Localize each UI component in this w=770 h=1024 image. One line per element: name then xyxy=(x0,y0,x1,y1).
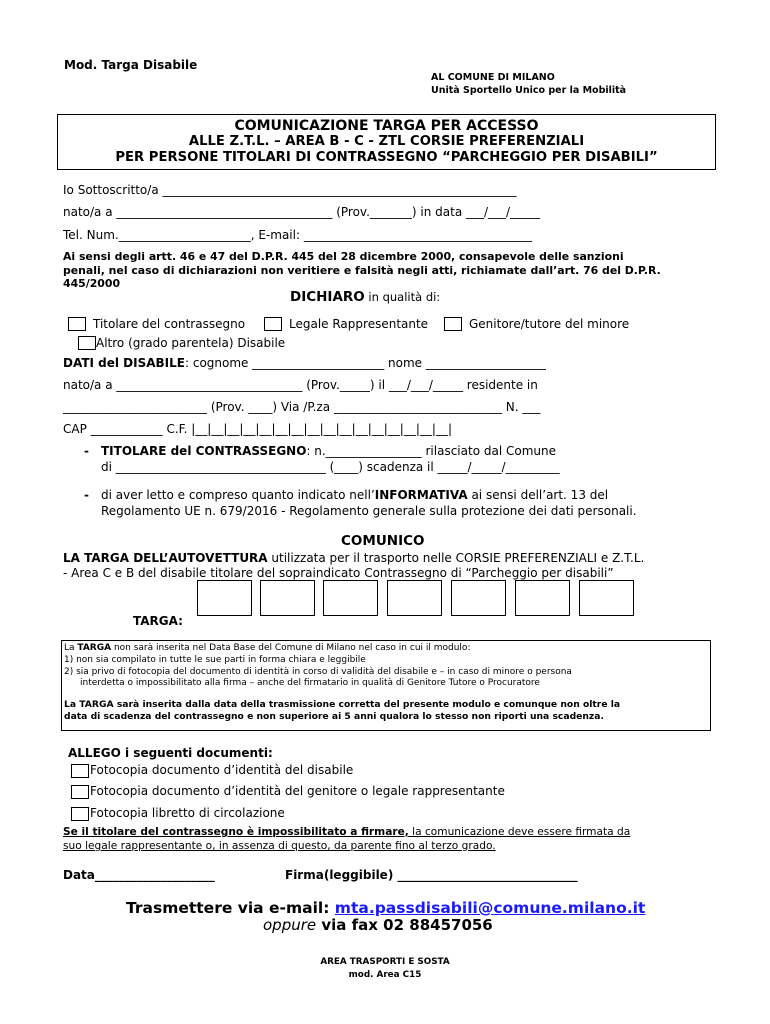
allego-heading: ALLEGO i seguenti documenti: xyxy=(68,746,273,760)
comunico-heading: COMUNICO xyxy=(341,533,425,549)
bullet-dash: - xyxy=(84,444,89,458)
legal-notice-line2: penali, nel caso di dichiarazioni non veritiere e falsità negli atti, richiamate dall’art. 76 del D.P.R. xyxy=(63,263,661,277)
dichiaro-bold: DICHIARO xyxy=(290,289,365,305)
notice-line3: 2) sia privo di fotocopia del documento di identità in corso di validità del disabile e – in caso di minore o persona xyxy=(64,666,572,677)
plate-char-box[interactable] xyxy=(260,580,315,616)
option-altro-label: Altro (grado parentela) Disabile xyxy=(96,336,286,350)
title-line1: COMUNICAZIONE TARGA PER ACCESSO xyxy=(234,118,539,134)
titolare-line2[interactable]: di ___________________________________ (____) scadenza il _____/_____/_________ xyxy=(101,460,560,474)
transmit-label: Trasmettere via e-mail: xyxy=(126,899,335,917)
notice-line2: 1) non sia compilato in tutte le sue parti in forma chiara e leggibile xyxy=(64,654,366,665)
signature-label: Firma(leggibile) xyxy=(285,868,394,882)
notice-post: non sarà inserita nel Data Base del Comune di Milano nel caso in cui il modulo: xyxy=(111,643,471,653)
signature-note-line1 xyxy=(63,826,630,838)
targa-label: TARGA: xyxy=(133,614,183,628)
informativa-line xyxy=(101,488,608,502)
informativa-pre: di aver letto e compreso quanto indicato nell’ xyxy=(101,488,375,502)
email-link[interactable]: mta.passdisabili@comune.milano.it xyxy=(334,899,646,917)
oppure-text: oppure xyxy=(263,916,317,934)
option-genitore-label: Genitore/tutore del minore xyxy=(469,317,630,331)
comunico-bold: LA TARGA DELL’AUTOVETTURA xyxy=(63,551,268,565)
attach-id-disabile-label: Fotocopia documento d’identità del disabile xyxy=(90,763,354,777)
option-titolare-checkbox[interactable] xyxy=(68,317,86,331)
dichiaro-rest: in qualità di: xyxy=(364,290,441,304)
bullet-dash: - xyxy=(84,488,89,502)
plate-char-box[interactable] xyxy=(451,580,506,616)
applicant-name-line[interactable]: Io Sottoscritto/a ___________________________________________________________ xyxy=(63,183,517,197)
disabled-data-label: DATI del DISABILE xyxy=(63,356,185,370)
date-label: Data xyxy=(63,868,95,882)
signature-line: ______________________________ xyxy=(393,868,578,882)
notice-line6: data di scadenza del contrassegno e non superiore ai 5 anni qualora lo stesso non riporti una scadenza. xyxy=(64,710,604,722)
notice-line5: La TARGA sarà inserita dalla data della trasmissione corretta del presente modulo e comunque non oltre la xyxy=(64,699,621,711)
title-line3: PER PERSONE TITOLARI DI CONTRASSEGNO “PARCHEGGIO PER DISABILI” xyxy=(115,150,658,165)
footer-mod: mod. Area C15 xyxy=(348,970,422,980)
notice-line1 xyxy=(64,643,710,655)
comunico-line2: - Area C e B del disabile titolare del sopraindicato Contrassegno di “Parcheggio per disabili” xyxy=(63,566,614,580)
signature-field[interactable] xyxy=(285,868,578,882)
legal-notice-line1: Ai sensi degli artt. 46 e 47 del D.P.R. 445 del 28 dicembre 2000, consapevole delle sanzioni xyxy=(63,250,624,263)
footer-area: AREA TRASPORTI E SOSTA xyxy=(320,957,450,967)
option-titolare-label: Titolare del contrassegno xyxy=(93,317,246,331)
date-field[interactable] xyxy=(63,868,215,882)
recipient-line1: AL COMUNE DI MILANO xyxy=(431,72,555,83)
disabled-name-rest: : cognome ______________________ nome ____________________ xyxy=(184,356,546,370)
title-line2: ALLE Z.T.L. – AREA B - C - ZTL CORSIE PREFERENZIALI xyxy=(188,134,585,149)
title-box xyxy=(57,114,716,170)
plate-char-box[interactable] xyxy=(515,580,570,616)
option-legale-checkbox[interactable] xyxy=(264,317,282,331)
legal-notice xyxy=(63,250,661,291)
disabled-birth-line[interactable]: nato/a a _______________________________ (Prov._____) il ___/___/_____ residente in xyxy=(63,378,538,392)
notice-line4: interdetta o impossibilitato alla firma – anche del firmatario in qualità di Genitore Tutore o Procuratore xyxy=(80,678,540,689)
transmit-fax-line xyxy=(263,916,493,934)
form-code: Mod. Targa Disabile xyxy=(64,58,198,72)
notice-pre: La xyxy=(64,643,78,653)
informativa-post: ai sensi dell’art. 13 del xyxy=(467,488,609,502)
option-altro-checkbox[interactable] xyxy=(78,336,96,350)
titolare-line[interactable] xyxy=(101,444,556,458)
titolare-rest: : n.________________ rilasciato dal Comune xyxy=(306,444,556,458)
disabled-address-line[interactable]: ________________________ (Prov. ____) Via /P.za ____________________________ N. ___ xyxy=(63,400,541,414)
plate-char-box[interactable] xyxy=(579,580,634,616)
attach-id-disabile-checkbox[interactable] xyxy=(71,764,89,778)
signature-note-line2: suo legale rappresentante o, in assenza di questo, da parente fino al terzo grado. xyxy=(63,840,496,852)
applicant-birth-line[interactable]: nato/a a ____________________________________ (Prov._______) in data ___/___/_____ xyxy=(63,205,541,219)
titolare-bold: TITOLARE del CONTRASSEGNO xyxy=(101,444,307,458)
fax-number: via fax 02 88457056 xyxy=(316,916,493,934)
dichiaro-heading xyxy=(290,289,440,305)
option-genitore-checkbox[interactable] xyxy=(444,317,462,331)
attach-libretto-checkbox[interactable] xyxy=(71,807,89,821)
applicant-contact-line[interactable]: Tel. Num.______________________, E-mail: ______________________________________ xyxy=(63,228,532,242)
notice-box xyxy=(61,640,711,731)
informativa-line2: Regolamento UE n. 679/2016 - Regolamento generale sulla protezione dei dati personali. xyxy=(101,504,637,518)
recipient-line2: Unità Sportello Unico per la Mobilità xyxy=(431,85,627,96)
signature-note-bold: Se il titolare del contrassegno è impossibilitato a firmare, xyxy=(63,826,409,838)
notice-bold: TARGA xyxy=(77,643,112,653)
transmit-email-line xyxy=(126,899,645,917)
disabled-cap-cf-line[interactable]: CAP ____________ C.F. |__|__|__|__|__|__|__|__|__|__|__|__|__|__|__|__| xyxy=(63,422,452,436)
plate-char-box[interactable] xyxy=(387,580,442,616)
date-line: ____________________ xyxy=(94,868,215,882)
attach-libretto-label: Fotocopia libretto di circolazione xyxy=(90,806,285,820)
legal-notice-line3: 445/2000 xyxy=(63,277,121,290)
plate-char-box[interactable] xyxy=(197,580,252,616)
attach-id-genitore-label: Fotocopia documento d’identità del genitore o legale rappresentante xyxy=(90,784,505,798)
plate-char-box[interactable] xyxy=(323,580,378,616)
disabled-name-line[interactable] xyxy=(63,356,546,370)
comunico-rest: utilizzata per il trasporto nelle CORSIE PREFERENZIALI e Z.T.L. xyxy=(267,551,645,565)
signature-note-rest: la comunicazione deve essere firmata da xyxy=(408,826,631,838)
attach-id-genitore-checkbox[interactable] xyxy=(71,785,89,799)
option-legale-label: Legale Rappresentante xyxy=(289,317,429,331)
informativa-bold: INFORMATIVA xyxy=(374,488,468,502)
comunico-line1 xyxy=(63,551,644,565)
